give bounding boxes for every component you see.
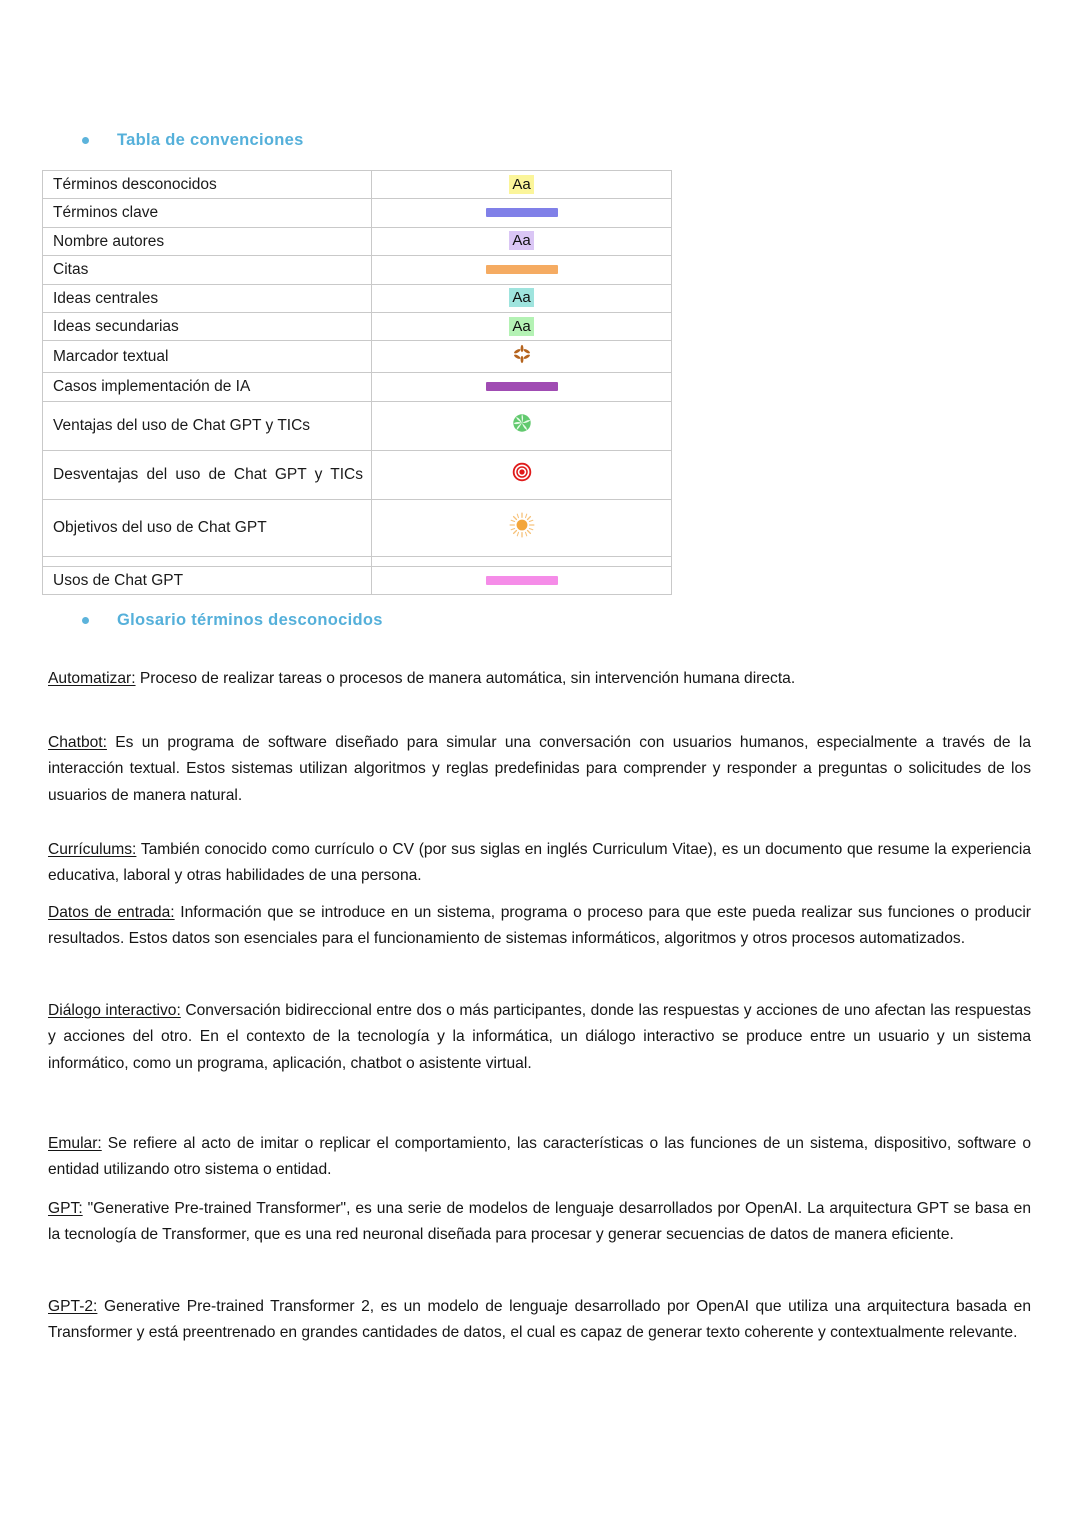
convention-label: Desventajas del uso de Chat GPT y TICs [43, 450, 372, 499]
convention-marker [372, 199, 672, 227]
pinwheel-icon [511, 412, 533, 439]
convention-marker [372, 341, 672, 373]
convention-marker [372, 499, 672, 556]
glossary-term: Chatbot: [48, 733, 107, 751]
glossary-entry [48, 900, 1031, 954]
highlight-green-sample: Aa [509, 317, 533, 336]
convention-marker [372, 171, 672, 199]
convention-label: Usos de Chat GPT [43, 566, 372, 594]
glossary-entry [48, 1131, 1031, 1185]
table-row [43, 341, 672, 373]
target-icon [512, 462, 532, 487]
section-heading-glosario-terminos-desconocidos [82, 611, 383, 630]
glossary-entry [48, 1294, 1031, 1348]
spacer-cell-left [43, 556, 372, 566]
convention-marker [372, 450, 672, 499]
convention-label: Objetivos del uso de Chat GPT [43, 499, 372, 556]
table-row [43, 312, 672, 340]
glossary-term: Automatizar: [48, 669, 136, 687]
section-heading-label: Glosario términos desconocidos [117, 611, 383, 629]
glossary-definition: Se refiere al acto de imitar o replicar el comportamiento, las características o las funciones de un sistema, dispositivo, software o entidad utilizando otro sistema o entidad. [48, 1134, 1031, 1179]
glossary-term: GPT-2: [48, 1297, 98, 1315]
table-row [43, 199, 672, 227]
bar-purple-sample [486, 382, 558, 391]
convention-marker [372, 401, 672, 450]
convention-marker [372, 566, 672, 594]
glossary-term: Currículums: [48, 840, 137, 858]
highlight-teal-sample: Aa [509, 288, 533, 307]
glossary-entry [48, 998, 1031, 1078]
sun-icon [508, 511, 536, 544]
table-row [43, 256, 672, 284]
glossary-entry [48, 1196, 1031, 1250]
bar-pink-sample [486, 576, 558, 585]
table-row [43, 401, 672, 450]
spacer-cell-right [372, 556, 672, 566]
convention-label: Ideas secundarias [43, 312, 372, 340]
highlight-yellow-sample: Aa [509, 175, 533, 194]
convention-label: Citas [43, 256, 372, 284]
glossary-definition: "Generative Pre-trained Transformer", es una serie de modelos de lenguaje desarrollados por OpenAI. La arquitectura GPT se basa en la tecnología de Transformer, que es una red neuronal diseñada para procesar y generar secuencias de datos de manera eficiente. [48, 1199, 1031, 1244]
glossary-term: Datos de entrada: [48, 903, 175, 921]
glossary-definition: Conversación bidireccional entre dos o más participantes, donde las respuestas y acciones de uno afectan las respuestas y acciones del otro. En el contexto de la tecnología y la informática, un diálogo interactivo se produce entre un usuario y un sistema informático, como un programa, aplicación, chatbot o asistente virtual. [48, 1001, 1031, 1073]
glossary-definition: Información que se introduce en un sistema, programa o proceso para que este pueda realizar sus funciones o producir resultados. Estos datos son esenciales para el funcionamiento de sistemas informáticos, algoritmos y otros procesos automatizados. [48, 903, 1031, 948]
table-row [43, 566, 672, 594]
glossary-entry [48, 666, 1031, 693]
convention-marker [372, 312, 672, 340]
table-row [43, 499, 672, 556]
glossary-term: GPT: [48, 1199, 83, 1217]
convention-label: Ventajas del uso de Chat GPT y TICs [43, 401, 372, 450]
convention-label: Términos clave [43, 199, 372, 227]
bar-periwinkle-sample [486, 208, 558, 217]
conventions-table-body [43, 171, 672, 595]
glossary-definition: Generative Pre-trained Transformer 2, es un modelo de lenguaje desarrollado por OpenAI que utiliza una arquitectura basada en Transformer y está preentrenado en grandes cantidades de datos, el cual es capaz de generar texto coherente y contextualmente relevante. [48, 1297, 1031, 1342]
glossary-definition: Es un programa de software diseñado para simular una conversación con usuarios humanos, especialmente a través de la interacción textual. Estos sistemas utilizan algoritmos y reglas predefinidas para comprender y responder a preguntas o solicitudes de los usuarios de manera natural. [48, 733, 1031, 805]
glossary-entry [48, 837, 1031, 891]
bullet-icon [82, 617, 89, 624]
convention-label: Marcador textual [43, 341, 372, 373]
conventions-table [42, 170, 672, 595]
convention-label: Casos implementación de IA [43, 373, 372, 401]
section-heading-tabla-de-convenciones [82, 131, 304, 150]
convention-marker [372, 373, 672, 401]
glossary-definition: Proceso de realizar tareas o procesos de manera automática, sin intervención humana directa. [135, 669, 796, 687]
table-row-spacer [43, 556, 672, 566]
highlight-violet-sample: Aa [509, 231, 533, 250]
glossary-term: Diálogo interactivo: [48, 1001, 181, 1019]
bullet-icon [82, 137, 89, 144]
table-row [43, 227, 672, 255]
convention-marker [372, 284, 672, 312]
glossary-term: Emular: [48, 1134, 102, 1152]
table-row [43, 373, 672, 401]
convention-label: Ideas centrales [43, 284, 372, 312]
glossary-entry [48, 730, 1031, 810]
glossary-definition: También conocido como currículo o CV (por sus siglas en inglés Curriculum Vitae), es un documento que resume la experiencia educativa, laboral y otras habilidades de una persona. [48, 840, 1031, 885]
table-row [43, 171, 672, 199]
convention-marker [372, 227, 672, 255]
table-row [43, 284, 672, 312]
bar-orange-sample [486, 265, 558, 274]
table-row [43, 450, 672, 499]
asterisk-icon [512, 344, 532, 369]
convention-label: Términos desconocidos [43, 171, 372, 199]
section-heading-label: Tabla de convenciones [117, 131, 304, 149]
convention-label: Nombre autores [43, 227, 372, 255]
convention-marker [372, 256, 672, 284]
